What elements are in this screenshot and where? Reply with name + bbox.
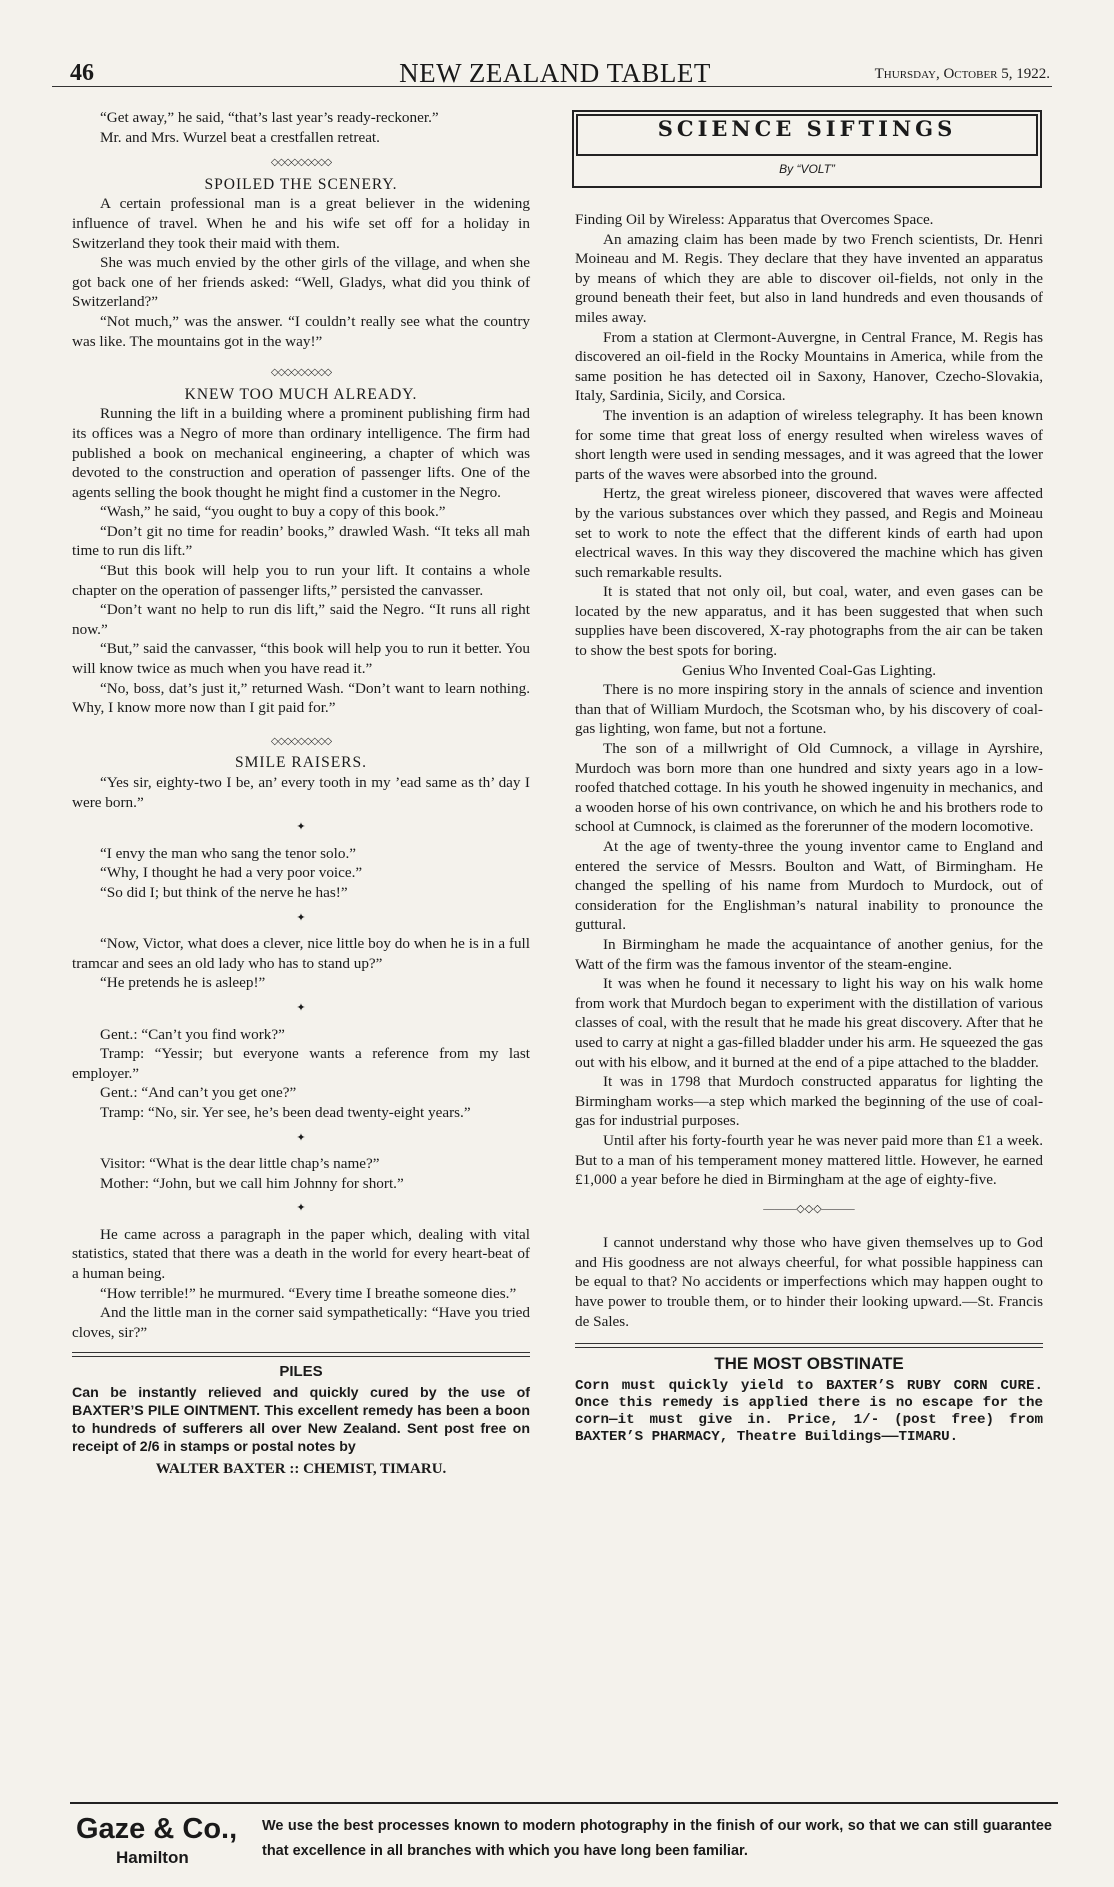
ad-rule <box>575 1343 1043 1344</box>
paragraph: Running the lift in a building where a prominent publishing firm had its offices was a Negro of more than ordinary intelligence. The firm had published a book on mechanical engineering, a chapter of which was devoted to the construction and operation of passenger lifts. One of the agents selling the book thought he might find a customer in the Negro. <box>72 405 530 501</box>
bullet-ornament: ✦ <box>296 821 306 834</box>
ornament-divider: ◇◇◇◇◇◇◇◇◇ <box>270 157 332 169</box>
newspaper-title: NEW ZEALAND TABLET <box>399 58 711 88</box>
corn-ad-title: THE MOST OBSTINATE <box>714 1354 904 1374</box>
ad-rule <box>72 1352 530 1353</box>
science-siftings-banner <box>572 110 1042 192</box>
article-heading: Finding Oil by Wireless: Apparatus that Overcomes Space. <box>575 211 934 228</box>
paragraph: Mother: “John, but we call him Johnny for short.” <box>100 1174 404 1192</box>
masthead <box>60 54 1050 94</box>
ornament-divider: ◇◇◇◇◇◇◇◇◇ <box>270 367 332 379</box>
section-heading: KNEW TOO MUCH ALREADY. <box>184 385 418 403</box>
paragraph: She was much envied by the other girls of the village, and when she got back one of her friends asked: “Well, Gladys, what did you think of Switzerland?” <box>72 254 530 311</box>
section-heading: SMILE RAISERS. <box>235 754 367 772</box>
paragraph: “No, boss, dat’s just it,” returned Wash. “Don’t want to learn nothing. Why, I know more now than I git paid for.” <box>72 679 530 717</box>
paragraph: “So did I; but think of the nerve he has!” <box>100 883 348 901</box>
banner-title: SCIENCE SIFTINGS <box>657 116 957 141</box>
paragraph: Mr. and Mrs. Wurzel beat a crestfallen retreat. <box>100 128 380 146</box>
bullet-ornament: ✦ <box>296 911 306 924</box>
paragraph: “Why, I thought he had a very poor voice.” <box>100 864 363 882</box>
paragraph: Gent.: “And can’t you get one?” <box>100 1084 297 1102</box>
paragraph: “Don’t git no time for readin’ books,” drawled Wash. “It teks all mah time to run dis lift.” <box>72 522 530 560</box>
bullet-ornament: ✦ <box>296 1001 306 1014</box>
paragraph: Visitor: “What is the dear little chap’s name?” <box>100 1155 380 1173</box>
paragraph: “He pretends he is asleep!” <box>100 974 266 992</box>
paragraph: A certain professional man is a great believer in the widening influence of travel. When he and his wife set off for a holiday in Switzerland they took their maid with them. <box>72 195 530 252</box>
divider: ———◇◇◇——— <box>763 1202 855 1215</box>
paragraph: The invention is an adaption of wireless telegraphy. It has been known for some time that great loss of energy resulted when wireless waves of short length were used in sending messages, and it was agreed that the lower parts of the waves were absorbed into the ground. <box>575 406 1043 483</box>
paragraph: “But this book will help you to run your lift. It contains a whole chapter on the operation of passenger lifts,” persisted the canvasser. <box>72 562 530 599</box>
paragraph: “I envy the man who sang the tenor solo.” <box>100 844 357 862</box>
corn-ad-body: Corn must quickly yield to BAXTER’S RUBY CORN CURE. Once this remedy is applied there is no escape for the corn—it must give in. Price, 1/- (post free) from BAXTER’S PHARMACY, Theatre Buildings——TIMARU. <box>575 1377 1043 1445</box>
paragraph: “How terrible!” he murmured. “Every time I breathe someone dies.” <box>100 1284 517 1302</box>
paragraph: “Don’t want no help to run dis lift,” said the Negro. “It runs all right now.” <box>72 601 530 638</box>
paragraph: Until after his forty-fourth year he was never paid more than £1 a week. But to a man of his temperament money mattered little. However, he earned £1,000 a year before he died in Birmingham at the age of eighty-five. <box>575 1131 1043 1189</box>
left-column <box>72 108 530 1480</box>
section-heading: SPOILED THE SCENERY. <box>204 175 398 193</box>
paragraph: From a station at Clermont-Auvergne, in Central France, M. Regis has discovered an oil-field in the Rocky Mountains in America, while from the same position he has detected oil in Saxony, Hanover, Czecho-Slovakia, Italy, Sardinia, Sicily, and Corsica. <box>575 328 1043 405</box>
paragraph: And the little man in the corner said sympathetically: “Have you tried cloves, sir?” <box>72 1304 530 1341</box>
piles-ad-title: PILES <box>279 1363 323 1381</box>
ad-rule <box>72 1356 530 1357</box>
paragraph: The son of a millwright of Old Cumnock, a village in Ayrshire, Murdoch was born more than one hundred and sixty years ago in a low-roofed thatched cottage. In his youth he showed ingenuity in mechanics, and a wooden horse of his own contrivance, on which he and his brothers rode to school at Cumnock, is claimed as the forerunner of the modern locomotive. <box>575 740 1043 836</box>
paragraph: Hertz, the great wireless pioneer, discovered that waves were affected by the various substances over which they passed, and Regis and Moineau set to work to note the effect that the different kinds of earth had upon electrical waves. In this way they discovered the machine which has given such remarkable results. <box>575 485 1043 581</box>
gaze-company-name: Gaze & Co., <box>76 1813 238 1845</box>
paragraph: “But,” said the canvasser, “this book will help you to run it better. You will know twice as much when you have read it.” <box>72 640 530 678</box>
paragraph: Tramp: “Yessir; but everyone wants a reference from my last employer.” <box>72 1045 530 1082</box>
paragraph: An amazing claim has been made by two French scientists, Dr. Henri Moineau and M. Regis. They declare that they have invented an apparatus by means of which they are able to discover oil-fields, not only in the ground beneath their feet, but also in land hundreds and even thousands of miles away. <box>575 230 1043 326</box>
paragraph: In Birmingham he made the acquaintance of another genius, for the Watt of the firm was the famous inventor of the steam-engine. <box>575 935 1043 973</box>
paragraph: It was when he found it necessary to light his way on his walk home from work that Murdoch began to experiment with the distillation of various classes of coal, with the result that he made his great discovery. After that he used to carry at night a gas-filled bladder under his arm. He squeezed the gas out with his elbow, and it burned at the end of a pipe attached to the bladder. <box>575 975 1043 1071</box>
paragraph: He came across a paragraph in the paper which, dealing with vital statistics, stated that there was a death in the world for every heart-beat of a human being. <box>72 1225 530 1283</box>
right-column <box>575 210 1043 1446</box>
issue-date: Thursday, October 5, 1922. <box>874 66 1050 82</box>
paragraph: Tramp: “No, sir. Yer see, he’s been dead twenty-eight years.” <box>100 1103 471 1121</box>
paragraph: There is no more inspiring story in the annals of science and invention than that of William Murdoch, the Scotsman who, by his discovery of coal-gas lighting, won fame, but not a fortune. <box>575 681 1043 738</box>
paragraph: It was in 1798 that Murdoch constructed apparatus for lighting the Birmingham works—a step which marked the beginning of the use of coal-gas for industrial purposes. <box>575 1073 1043 1130</box>
paragraph: At the age of twenty-three the young inventor came to England and entered the service of Messrs. Boulton and Watt, of Birmingham. He changed the spelling of his name from Murdoch to Murdock, out of consideration for the Englishman’s natural inability to pronounce the guttural. <box>575 838 1043 934</box>
banner-byline: By “VOLT” <box>779 162 835 176</box>
paragraph: “Get away,” he said, “that’s last year’s ready-reckoner.” <box>100 109 439 126</box>
paragraph: “Wash,” he said, “you ought to buy a copy of this book.” <box>100 503 446 521</box>
footer-rule <box>70 1802 1058 1804</box>
gaze-advert-text: We use the best processes known to modern photography in the finish of our work, so that we can still guarantee that excellence in all branches with which you have long been familiar. <box>262 1818 1052 1859</box>
ad-rule <box>575 1347 1043 1348</box>
paragraph: “Not much,” was the answer. “I couldn’t really see what the country was like. The mountains got in the way!” <box>72 312 530 350</box>
bullet-ornament: ✦ <box>296 1202 306 1215</box>
piles-ad-signature: WALTER BAXTER :: CHEMIST, TIMARU. <box>155 1461 447 1478</box>
gaze-location: Hamilton <box>116 1848 189 1867</box>
bullet-ornament: ✦ <box>296 1131 306 1144</box>
paragraph: “Now, Victor, what does a clever, nice little boy do when he is in a full tramcar and sees an old lady who has to stand up?” <box>72 935 530 972</box>
piles-ad-body: Can be instantly relieved and quickly cured by the use of BAXTER’S PILE OINTMENT. This excellent remedy has been a boon to hundreds of sufferers all over New Zealand. Sent post free on receipt of 2/6 in stamps or postal notes by <box>72 1385 530 1456</box>
masthead-rule <box>52 86 1052 87</box>
quote-paragraph: I cannot understand why those who have given themselves up to God and His goodness are not always cheerful, for what possible happiness can be equal to that? No accidents or imperfections which may happen ought to have power to trouble them, or to hinder their looking upward.—St. Francis de Sales. <box>575 1234 1043 1330</box>
paragraph: It is stated that not only oil, but coal, water, and even gases can be located by the new apparatus, and it has been suggested that when such supplies have been discovered, X-ray photographs from the air can be taken to show the best spots for boring. <box>575 583 1043 660</box>
page-number: 46 <box>70 60 94 86</box>
article-heading: Genius Who Invented Coal-Gas Lighting. <box>681 661 937 679</box>
paragraph: Gent.: “Can’t you find work?” <box>100 1025 285 1043</box>
paragraph: “Yes sir, eighty-two I be, an’ every tooth in my ’ead same as th’ day I were born.” <box>72 774 530 811</box>
ornament-divider: ◇◇◇◇◇◇◇◇◇ <box>270 735 332 747</box>
